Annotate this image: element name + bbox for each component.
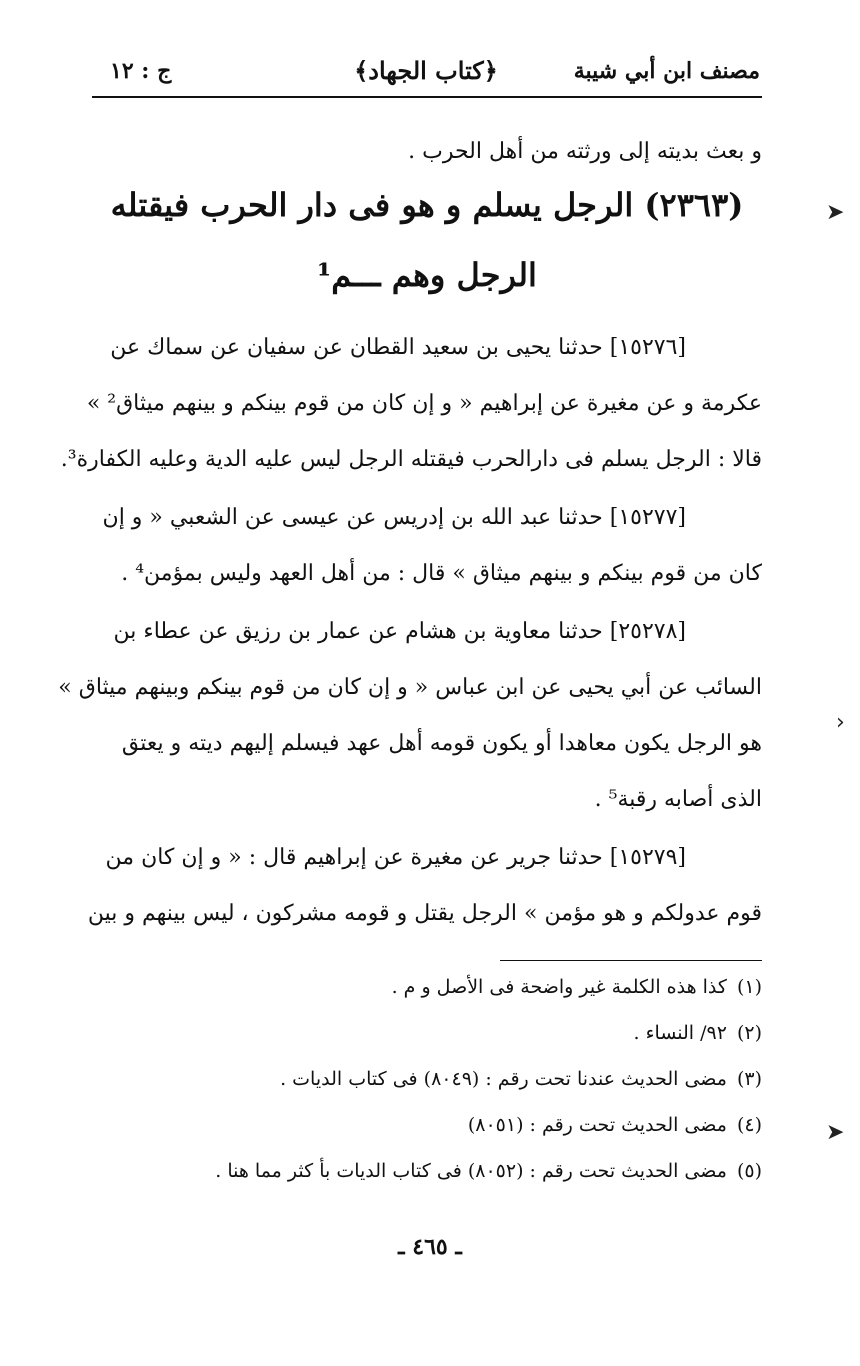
margin-mark-icon: › — [836, 710, 845, 735]
hadith-15279-line-1: [١٥٢٧٩] حدثنا جرير عن مغيرة عن إبراهيم قال : « و إن كان من — [105, 845, 686, 870]
hadith-15276-line-1: [١٥٢٧٦] حدثنا يحيى بن سعيد القطان عن سفيان عن سماك عن — [110, 335, 686, 360]
main-text — [58, 320, 762, 940]
margin-mark-icon: ➤ — [826, 200, 845, 225]
book-title: مصنف ابن أبي شيبة — [573, 58, 760, 84]
margin-mark-icon: ➤ — [826, 1120, 845, 1145]
page-number: ـ ٤٦٥ ـ — [398, 1234, 462, 1260]
footnote-2 — [634, 1022, 762, 1044]
footnote-text: مضى الحديث عندنا تحت رقم : (٨٠٤٩) فى كتاب الديات . — [280, 1068, 727, 1090]
chapter-title: ﴿كتاب الجهاد﴾ — [354, 56, 498, 85]
hadith-15279-line-2: قوم عدولكم و هو مؤمن » الرجل يقتل و قومه مشركون ، ليس بينهم و بين — [87, 901, 762, 926]
footnote-3 — [280, 1068, 762, 1090]
chapter-heading-line-2: الرجل وهم ـــم¹ — [317, 256, 537, 294]
footnote-4 — [468, 1114, 762, 1136]
footnote-number: (٥) — [736, 1160, 762, 1182]
footnote-number: (٤) — [736, 1114, 762, 1136]
footnote-5 — [215, 1160, 762, 1182]
volume-number: ج : ١٢ — [110, 58, 172, 84]
footnote-text: مضى الحديث تحت رقم : (٨٠٥٢) فى كتاب الديات بأ كثر مما هنا . — [215, 1160, 727, 1182]
footnote-rule — [500, 960, 762, 961]
chapter-heading-line-1: (٢٣٦٣) الرجل يسلم و هو فى دار الحرب فيقتله — [110, 186, 744, 224]
footnote-number: (٣) — [736, 1068, 762, 1090]
hadith-15278-line-1: [٢٥٢٧٨] حدثنا معاوية بن هشام عن عمار بن رزيق عن عطاء بن — [113, 619, 686, 644]
intro-block — [96, 124, 762, 180]
footnote-1 — [392, 976, 762, 998]
footnote-text: مضى الحديث تحت رقم : (٨٠٥١) — [467, 1114, 727, 1136]
footnote-text: ٩٢/ النساء . — [633, 1022, 727, 1044]
hadith-15278-line-4: الذى أصابه رقبة⁵ . — [594, 787, 762, 812]
header-rule — [92, 96, 762, 98]
hadith-15277-line-2: كان من قوم بينكم و بينهم ميثاق » قال : من أهل العهد وليس بمؤمن⁴ . — [121, 561, 762, 586]
hadith-15277-line-1: [١٥٢٧٧] حدثنا عبد الله بن إدريس عن عيسى عن الشعبي « و إن — [102, 505, 686, 530]
hadith-15276-line-2: عكرمة و عن مغيرة عن إبراهيم « و إن كان من قوم بينكم و بينهم ميثاق² » — [86, 391, 762, 416]
intro-line: و بعث بديته إلى ورثته من أهل الحرب . — [408, 139, 762, 164]
hadith-15278-line-2: السائب عن أبي يحيى عن ابن عباس « و إن كان من قوم بينكم وبينهم ميثاق » — [58, 675, 762, 700]
hadith-15276-line-3: قالا : الرجل يسلم فى دارالحرب فيقتله الرجل ليس عليه الدية وعليه الكفارة³. — [60, 447, 762, 472]
footnote-number: (١) — [736, 976, 762, 998]
hadith-15278-line-3: هو الرجل يكون معاهدا أو يكون قومه أهل عهد فيسلم إليهم ديته و يعتق — [121, 731, 762, 756]
footnote-text: كذا هذه الكلمة غير واضحة فى الأصل و م . — [391, 976, 727, 998]
footnote-number: (٢) — [736, 1022, 762, 1044]
running-header — [92, 52, 760, 96]
